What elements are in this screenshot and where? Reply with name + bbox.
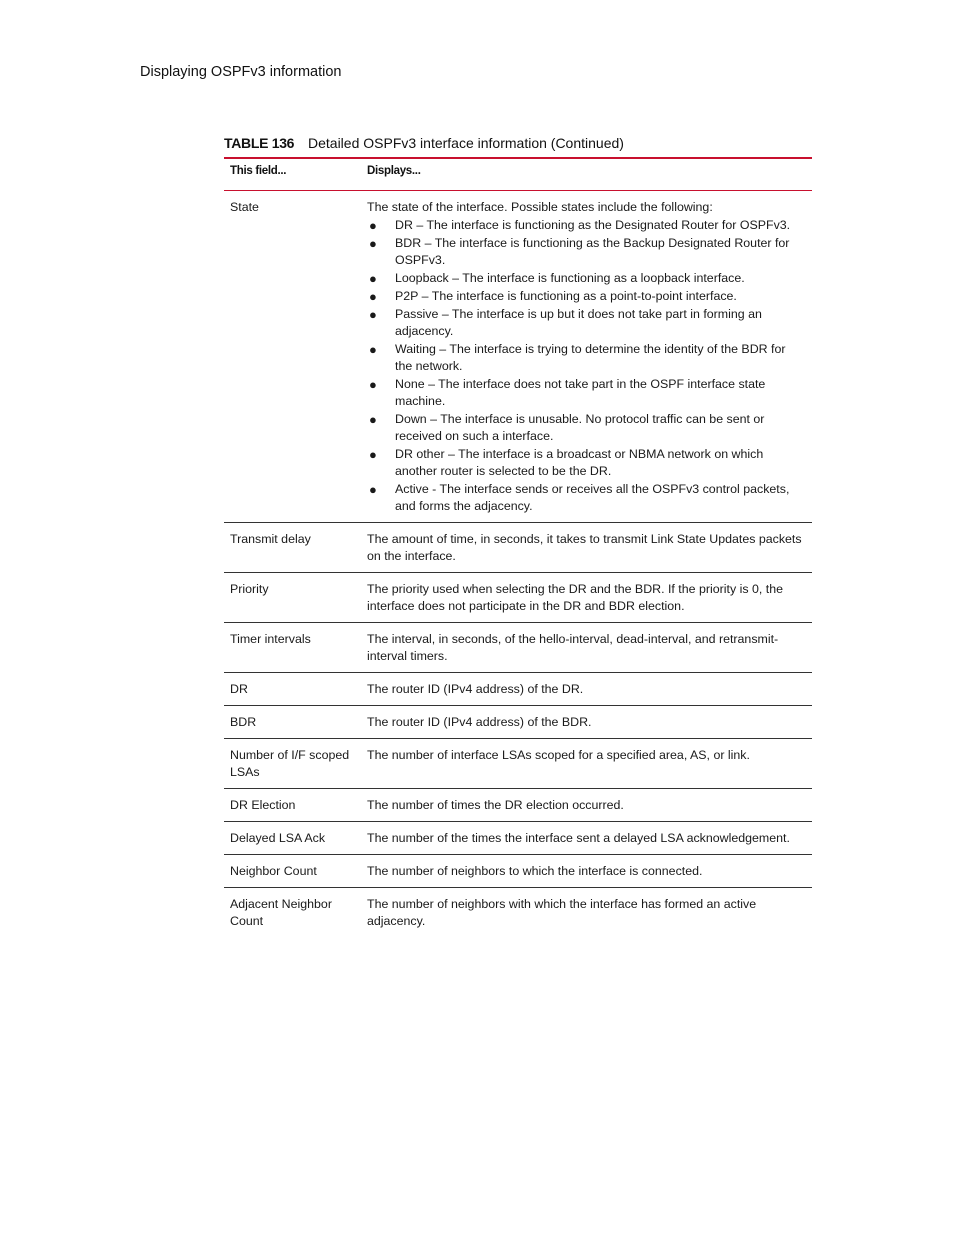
bullet-icon: ● [369,289,377,304]
field-description-table [224,157,812,937]
bullet-icon: ● [369,412,377,427]
list-item [367,446,806,480]
field-cell: State [224,191,361,523]
bullet-icon: ● [369,342,377,357]
table-title: Detailed OSPFv3 interface information (Continued) [308,135,624,151]
table-caption [224,135,812,151]
bullet-icon: ● [369,307,377,322]
table-row [224,623,812,673]
description-cell: The number of interface LSAs scoped for a specified area, AS, or link. [361,739,812,789]
table-row [224,822,812,855]
field-cell: BDR [224,706,361,739]
table-header-row [224,158,812,191]
table-row [224,573,812,623]
bullet-icon: ● [369,482,377,497]
column-header-field: This field... [224,158,361,191]
list-item-text: DR other – The interface is a broadcast or NBMA network on which another router is selected to be the DR. [395,447,764,478]
bullet-icon: ● [369,447,377,462]
table-row [224,191,812,523]
description-cell: The amount of time, in seconds, it takes to transmit Link State Updates packets on the interface. [361,523,812,573]
table-row [224,523,812,573]
list-item-text: DR – The interface is functioning as the Designated Router for OSPFv3. [395,218,791,232]
bullet-icon: ● [369,271,377,286]
bullet-icon: ● [369,218,377,233]
description-cell: The router ID (IPv4 address) of the DR. [361,673,812,706]
field-cell: DR Election [224,789,361,822]
description-cell: The number of neighbors to which the interface is connected. [361,855,812,888]
list-item [367,341,806,375]
list-item-text: Down – The interface is unusable. No protocol traffic can be sent or received on such a interface. [395,412,765,443]
field-cell: Delayed LSA Ack [224,822,361,855]
bullet-icon: ● [369,377,377,392]
list-item [367,376,806,410]
description-cell: The number of the times the interface sent a delayed LSA acknowledgement. [361,822,812,855]
description-cell: The number of neighbors with which the interface has formed an active adjacency. [367,897,757,928]
description-cell: The priority used when selecting the DR and the BDR. If the priority is 0, the interface does not participate in the DR and BDR election. [361,573,812,623]
list-item-text: Loopback – The interface is functioning as a loopback interface. [395,271,745,285]
field-cell: Priority [224,573,361,623]
state-list [367,217,806,515]
list-item-text: None – The interface does not take part in the OSPF interface state machine. [395,377,766,408]
bullet-icon: ● [369,236,377,251]
field-cell: Neighbor Count [224,855,361,888]
column-header-displays: Displays... [361,158,812,191]
field-cell: Adjacent Neighbor Count [230,897,332,928]
table-row [224,739,812,789]
state-intro: The state of the interface. Possible states include the following: [367,200,713,214]
table-row [224,706,812,739]
list-item [367,288,806,305]
running-head: Displaying OSPFv3 information [140,64,342,80]
table-label: TABLE 136 [224,135,295,151]
description-cell: The number of times the DR election occurred. [361,789,812,822]
list-item-text: BDR – The interface is functioning as the Backup Designated Router for OSPFv3. [395,236,790,267]
table-row [224,673,812,706]
field-cell: Transmit delay [224,523,361,573]
list-item [367,481,806,515]
list-item-text: Waiting – The interface is trying to determine the identity of the BDR for the network. [395,342,786,373]
list-item-text: Active - The interface sends or receives all the OSPFv3 control packets, and forms the adjacency. [395,482,790,513]
list-item-text: Passive – The interface is up but it does not take part in forming an adjacency. [395,307,762,338]
table-row [224,855,812,888]
description-cell [361,191,812,523]
field-cell: DR [224,673,361,706]
field-cell: Number of I/F scoped LSAs [224,739,361,789]
list-item-text: P2P – The interface is functioning as a point-to-point interface. [395,289,737,303]
description-cell: The router ID (IPv4 address) of the BDR. [361,706,812,739]
list-item [367,270,806,287]
table-row [224,789,812,822]
field-cell: Timer intervals [224,623,361,673]
description-cell: The interval, in seconds, of the hello-interval, dead-interval, and retransmit-interval timers. [361,623,812,673]
list-item [367,306,806,340]
table-row [224,888,812,938]
list-item [367,235,806,269]
list-item [367,217,806,234]
list-item [367,411,806,445]
